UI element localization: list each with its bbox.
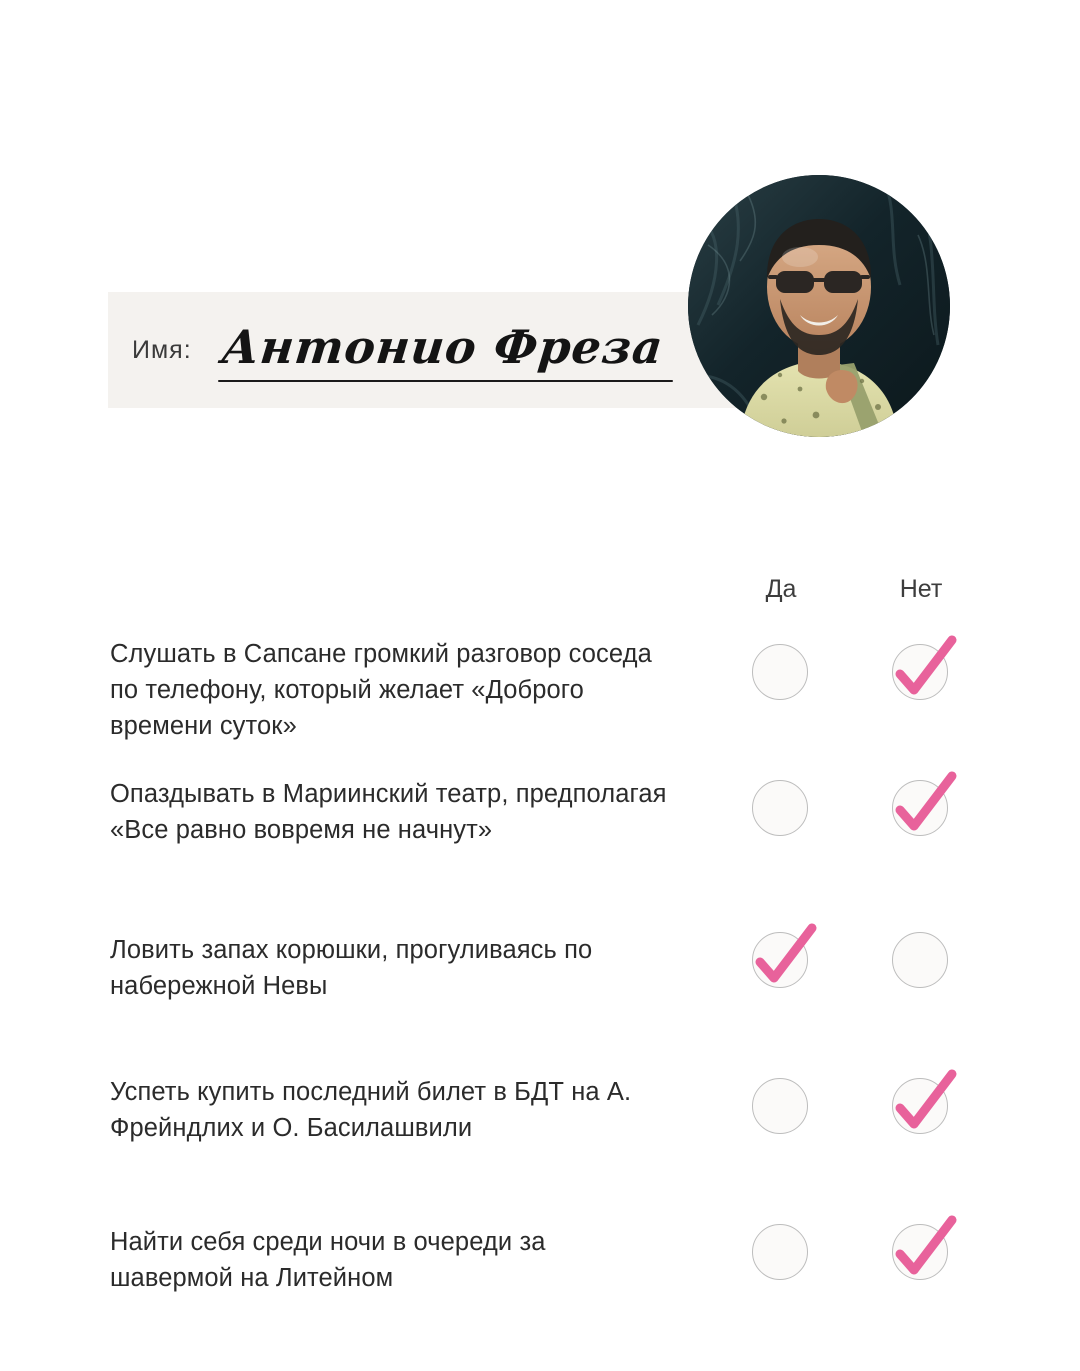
checkbox-circle bbox=[752, 780, 808, 836]
avatar bbox=[688, 175, 950, 437]
name-field-bar bbox=[108, 292, 788, 408]
checkbox-circle bbox=[752, 644, 808, 700]
checkbox-no[interactable] bbox=[892, 780, 950, 838]
question-row bbox=[0, 1036, 1080, 1192]
question-row bbox=[0, 772, 1080, 896]
checkbox-circle bbox=[752, 932, 808, 988]
name-value: Антонио Фреза bbox=[218, 320, 666, 374]
checkbox-yes[interactable] bbox=[752, 1224, 810, 1282]
name-underline bbox=[218, 380, 673, 382]
checkbox-no[interactable] bbox=[892, 1224, 950, 1282]
question-text: Успеть купить последний билет в БДТ на А. Фрейндлих и О. Басилашвили bbox=[110, 1078, 632, 1142]
question-list bbox=[0, 630, 1080, 1332]
checkbox-circle bbox=[752, 1078, 808, 1134]
question-row bbox=[0, 1192, 1080, 1332]
avatar-photo bbox=[688, 175, 950, 437]
checkbox-circle bbox=[752, 1224, 808, 1280]
column-header-no: Нет bbox=[899, 575, 943, 603]
checkbox-circle bbox=[892, 1224, 948, 1280]
checkbox-yes[interactable] bbox=[752, 644, 810, 702]
checkbox-circle bbox=[892, 932, 948, 988]
question-row bbox=[0, 630, 1080, 772]
question-text: Ловить запах корюшки, прогуливаясь по набережной Невы bbox=[110, 936, 593, 1000]
checkbox-circle bbox=[892, 780, 948, 836]
column-header-yes: Да bbox=[765, 575, 797, 603]
question-text: Слушать в Сапсане громкий разговор соседа по телефону, который желает «Доброго времени суток» bbox=[110, 640, 652, 740]
question-row bbox=[0, 896, 1080, 1036]
name-label: Имя: bbox=[132, 335, 192, 364]
checkbox-yes[interactable] bbox=[752, 780, 810, 838]
checkbox-circle bbox=[892, 644, 948, 700]
checkbox-circle bbox=[892, 1078, 948, 1134]
checkbox-no[interactable] bbox=[892, 1078, 950, 1136]
name-value-wrap[interactable] bbox=[218, 320, 666, 380]
question-text: Опаздывать в Мариинский театр, предполагая «Все равно вовремя не начнут» bbox=[110, 780, 667, 844]
checkbox-yes[interactable] bbox=[752, 1078, 810, 1136]
checkbox-yes[interactable] bbox=[752, 932, 810, 990]
question-text: Найти себя среди ночи в очереди за шавермой на Литейном bbox=[110, 1228, 546, 1292]
checkbox-no[interactable] bbox=[892, 932, 950, 990]
checkbox-no[interactable] bbox=[892, 644, 950, 702]
